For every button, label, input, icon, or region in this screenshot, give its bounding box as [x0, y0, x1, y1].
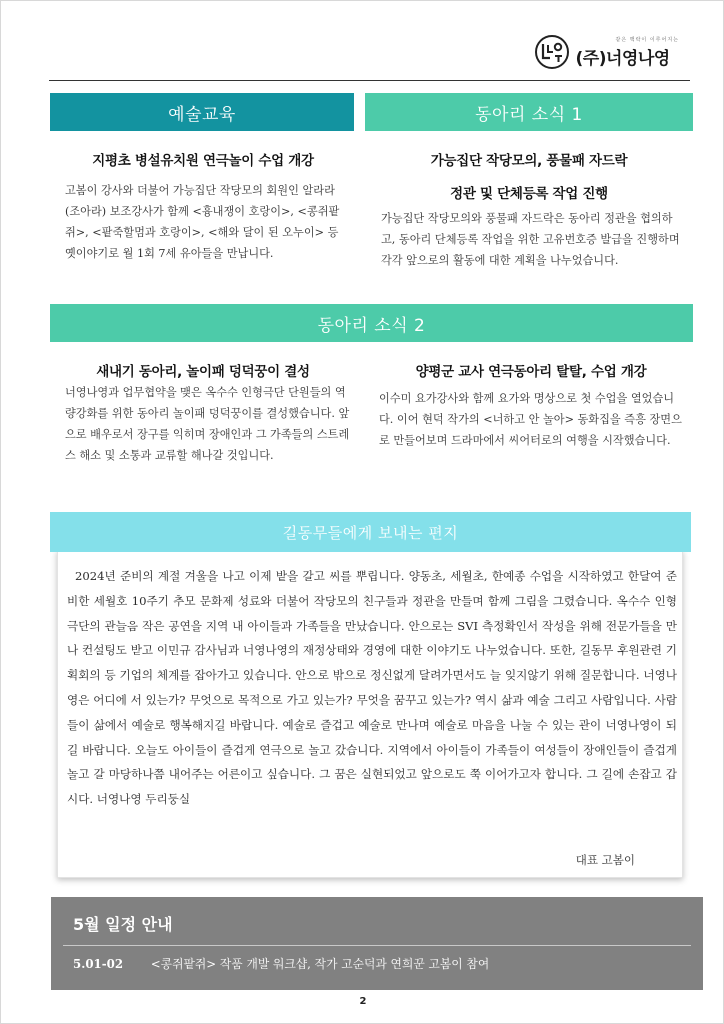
letter-title: 길동무들에게 보내는 편지	[282, 523, 459, 542]
club-news-2-left-body: 너영나영과 업무협약을 맺은 옥수수 인형극단 단원들의 역량강화를 위한 동아리 놀이패 덩덕꿍이를 결성했습니다. 앞으로 배우로서 장구를 익히며 장애인과 그 가족들의 스트레스 해소 및 소통과 교류할 해나갈 것입니다.	[65, 386, 350, 462]
club-news-1-title: 동아리 소식 1	[475, 104, 583, 125]
schedule-divider	[63, 945, 691, 946]
arts-education-subhead: 지평초 병설유치원 연극놀이 수업 개강	[92, 153, 314, 169]
club-news-1-title-bar	[365, 93, 693, 131]
logo-name: (주)너영나영	[575, 48, 670, 69]
club-news-2-right-subhead: 양평군 교사 연극동아리 탈탈, 수업 개강	[415, 364, 647, 380]
page-number: 2	[359, 996, 367, 1007]
club-news-1-subhead-line2: 정관 및 단체등록 작업 진행	[450, 186, 608, 202]
arts-education-title: 예술교육	[168, 104, 236, 125]
schedule-item	[73, 955, 489, 972]
arts-education-title-bar	[50, 93, 354, 131]
schedule-item-date: 5.01-02	[73, 957, 124, 971]
header-divider	[49, 80, 690, 81]
letter-signature: 대표 고봄이	[575, 853, 635, 867]
schedule-title: 5월 일정 안내	[73, 915, 173, 934]
club-news-2-title: 동아리 소식 2	[317, 315, 426, 336]
schedule-panel	[51, 897, 703, 990]
club-news-1-subhead-line1: 가능집단 작당모의, 풍물패 자드락	[430, 153, 628, 169]
club-news-2-right-body: 이수미 요가강사와 함께 요가와 명상으로 첫 수업을 열었습니다. 이어 현덕 작가의 <너하고 안 놀아> 동화집을 즉흥 장면으로 만들어보며 드라마에서 씨어터로의 여행을 시작했습니다.	[379, 392, 682, 447]
logo-tagline: 같은 맥락이 이루어지는	[615, 36, 679, 43]
company-logo	[534, 31, 679, 73]
arts-education-body: 고봄이 강사와 더불어 가능집단 작당모의 회원인 알라라(조아라) 보조강사가 함께 <흉내쟁이 호랑이>, <콩쥐팥쥐>, <팥죽할멈과 호랑이>, <해와 달이 된 오누이> 등 옛이야기로 월 1회 7세 유아들을 만납니다.	[65, 184, 340, 260]
letter-body: 2024년 준비의 계절 겨울을 나고 이제 밭을 갈고 씨를 뿌립니다. 양동초, 세월초, 한예종 수업을 시작하였고 한달여 준비한 세월호 10주기 추모 문화제 성료와 더불어 작당모의 친구들과 정관을 만들며 함께 그림을 그렸습니다. 옥수수 인형극단의 관늘음 작은 공연을 지역 내 아이들과 가족들을 만났습니다. 안으로는 SVI 측정확인서 작성을 위해 전문가들을 만나 컨설팅도 받고 이민규 감사님과 너영나영의 재정상태와 경영에 대한 이야기도 나누었습니다. 또한, 길동무 후원관련 기획회의 등 기업의 체계를 잡아가고 있습니다. 안으로 밖으로 정신없게 달려가면서도 늘 잊지않기 위해 질문합니다. 너영나영은 어디에 서 있는가? 무엇으로 목적으로 가고 있는가? 무엇을 꿈꾸고 있는가? 역시 삶과 예술 그리고 사람입니다. 사람들이 삶에서 예술로 행복해지길 바랍니다. 예술로 즐겁고 예술로 만나며 예술로 마음을 나눌 수 있는 관이 너영나영이 되길 바랍니다. 오늘도 아이들이 즐겁게 연극으로 놀고 갔습니다. 지역에서 아이들이 가족들이 여성들이 장애인들이 즐겁게 놀고 갈 마당하나쯤 내어주는 어른이고 싶습니다. 그 꿈은 실현되었고 앞으로도 쭉 이어가고자 합니다. 그 길에 손잡고 갑시다. 너영나영 두리둥실	[67, 569, 677, 807]
club-news-2-title-bar	[50, 304, 693, 342]
club-news-2-left-subhead: 새내기 동아리, 놀이패 덩덕꿍이 결성	[96, 364, 310, 380]
schedule-item-text: <콩쥐팥쥐> 작품 개발 워크샵, 작가 고순덕과 연희꾼 고봄이 참여	[150, 957, 490, 971]
club-news-1-body: 가능집단 작당모의와 풍물패 자드락은 동아리 정관을 협의하고, 동아리 단체등록 작업을 위한 고유번호증 발급을 진행하며 각각 앞으로의 활동에 대한 계획을 나누었습니다.	[381, 212, 680, 267]
logo-mark-icon	[534, 34, 570, 70]
letter-title-bar	[50, 512, 691, 552]
